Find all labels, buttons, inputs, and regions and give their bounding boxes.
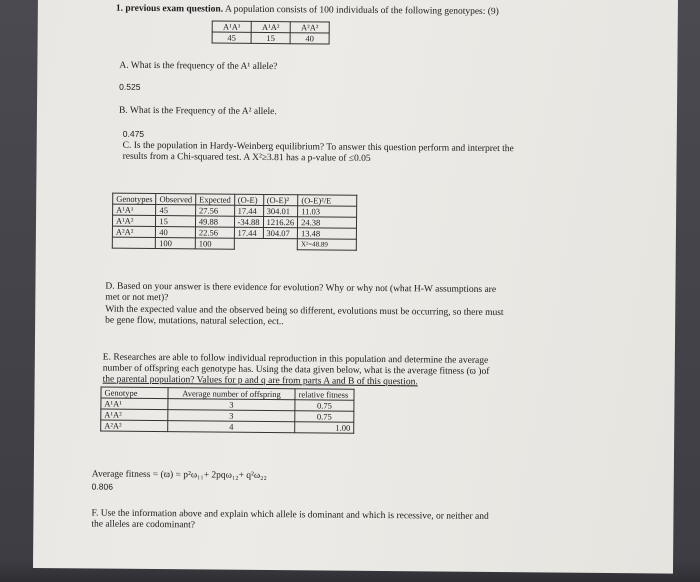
genotype-count-table <box>212 21 330 45</box>
chi-cell: 17.44 <box>234 227 263 238</box>
fitness-cell: 0.75 <box>295 411 354 423</box>
part-b-answer: 0.475 <box>122 128 145 139</box>
fitness-header: relative fitness <box>295 389 354 401</box>
chi-cell: 100 <box>195 238 234 249</box>
chi-cell: A²A² <box>112 226 155 237</box>
avg-fitness-formula: Average fitness = (ϖ) = p²ω₁₁+ 2pqω₁₂+ q²ω₂₂ <box>91 469 267 482</box>
chi-header: Expected <box>196 194 235 205</box>
chi-cell: A¹A¹ <box>113 204 156 215</box>
part-e-line2: number of offspring each genotype has. Using the data given below, what is the average fitness (ϖ )of <box>102 363 490 377</box>
chi-cell: 1216.26 <box>263 216 298 227</box>
fitness-cell: A²A² <box>101 420 168 432</box>
chi-cell <box>112 237 155 248</box>
part-c-question-line1: C. Is the population in Hardy-Weinberg equilibrium? To answer this question perform and interpret the <box>122 140 514 155</box>
chi-cell: 22.56 <box>195 227 234 238</box>
chi-cell: 24.38 <box>298 217 357 229</box>
chi-cell: 45 <box>156 205 196 216</box>
part-d-question-line2: met or not met)? <box>105 292 169 304</box>
fitness-header: Average number of offspring <box>168 388 295 400</box>
chi-cell: 49.88 <box>195 216 234 227</box>
genotype-header: A¹A¹ <box>212 21 251 32</box>
part-e-line1: E. Researches are able to follow individual reproduction in this population and determine the average <box>102 352 489 366</box>
chi-header: Observed <box>156 194 196 205</box>
genotype-count: 45 <box>212 32 251 43</box>
chi-squared-total: X²=48.89 <box>297 239 356 251</box>
question-title: 1. previous exam question. <box>115 3 224 15</box>
chi-cell: 11.03 <box>298 206 357 218</box>
chi-cell: 27.56 <box>196 205 235 216</box>
chi-cell: 17.44 <box>234 205 263 216</box>
chi-cell <box>234 238 263 249</box>
avg-fitness-answer: 0.806 <box>91 481 114 492</box>
worksheet-page <box>33 0 678 574</box>
question-intro: A population consists of 100 individuals of the following genotypes: (9) <box>224 4 499 18</box>
part-d-answer-line1: With the expected value and the observed being so different, evolutions must be occurring, so there must <box>105 304 504 319</box>
genotype-count: 15 <box>251 32 290 43</box>
chi-cell: 304.07 <box>263 227 298 238</box>
part-a-question: A. What is the frequency of the A¹ allele? <box>119 60 278 73</box>
fitness-cell: 3 <box>168 399 295 411</box>
chi-cell: -34.88 <box>234 216 263 227</box>
genotype-header: A¹A² <box>251 21 290 32</box>
chi-cell: 15 <box>156 216 196 227</box>
fitness-header: Genotype <box>101 387 168 399</box>
genotype-count: 40 <box>290 33 329 44</box>
fitness-cell: 4 <box>168 421 295 433</box>
fitness-cell: A¹A¹ <box>101 398 168 410</box>
part-c-question-line2: results from a Chi-squared test. A X²≥3.81 has a p-value of ≤0.05 <box>122 151 371 164</box>
chi-header: (O-E) <box>234 194 263 205</box>
fitness-table <box>100 387 354 434</box>
chi-cell: 13.48 <box>298 228 357 240</box>
chi-cell: A¹A² <box>112 215 155 226</box>
chi-cell: 304.01 <box>263 205 298 216</box>
part-f-line2: the alleles are codominant? <box>91 519 196 531</box>
part-f-line1: F. Use the information above and explain which allele is dominant and which is recessive, or neither and <box>91 508 489 522</box>
chi-cell: 100 <box>156 238 196 249</box>
chi-cell: 40 <box>156 227 196 238</box>
part-d-question-line1: D. Based on your answer is there evidence for evolution? Why or why not (what H-W assumptions are <box>105 281 497 296</box>
chi-header: (O-E)²/E <box>298 195 357 207</box>
fitness-cell: 0.75 <box>295 400 354 412</box>
chi-squared-table <box>112 193 358 251</box>
part-d-answer-line2: be gene flow, mutations, natural selection, ect.. <box>105 315 284 328</box>
fitness-cell: A¹A² <box>101 409 168 421</box>
part-b-question: B. What is the Frequency of the A² allele. <box>118 105 277 118</box>
chi-header: Genotypes <box>113 193 156 204</box>
part-a-answer: 0.525 <box>119 81 141 92</box>
fitness-cell: 3 <box>168 410 295 422</box>
chi-cell <box>263 238 298 249</box>
chi-header: (O-E)² <box>263 194 298 205</box>
fitness-cell: 1.00 <box>295 422 354 434</box>
part-e-line3: the parental population? Values for p and q are from parts A and B of this question. <box>102 374 418 388</box>
genotype-header: A²A² <box>290 22 329 33</box>
question-heading <box>116 4 499 18</box>
